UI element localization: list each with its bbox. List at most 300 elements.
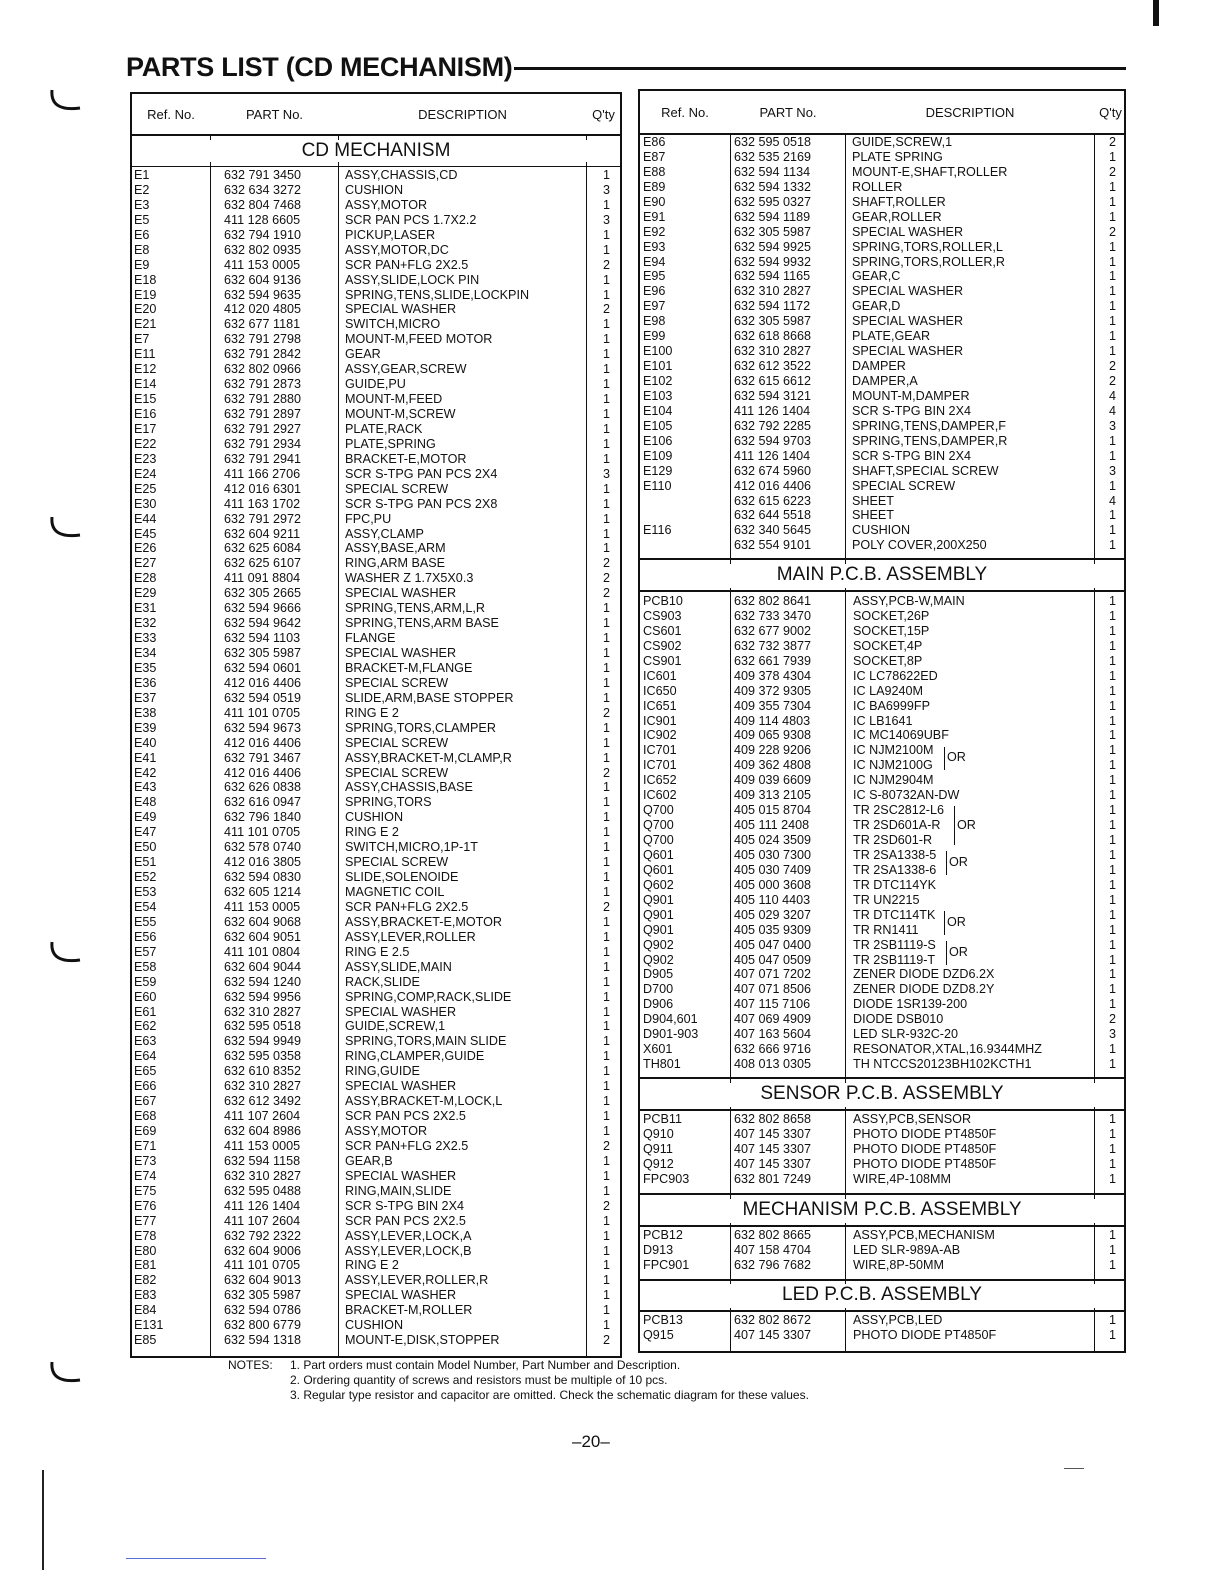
table-row [132,855,620,870]
row-ref: E27 [134,556,157,571]
table-row [640,758,1124,773]
row-part-no: 632 594 0786 [224,1303,302,1318]
table-row [132,317,620,332]
table-row [132,1079,620,1094]
row-part-no: 632 594 1318 [224,1333,302,1348]
row-part-no: 632 594 9703 [734,433,812,448]
row-description: ASSY,PCB,LED [853,1313,943,1327]
row-description: DIODE DSB010 [853,1012,944,1027]
row-part-no: 632 305 5987 [224,1288,302,1303]
table-row [132,1064,620,1079]
table-row [640,165,1124,180]
table-row [132,601,620,616]
row-description: POLY COVER,200X250 [852,538,987,553]
row-qty: 1 [602,332,610,347]
row-qty: 1 [602,197,610,212]
section-title-led-pcb: LED P.C.B. ASSEMBLY [640,1284,1124,1308]
table-row [640,1243,1124,1258]
table-row [132,1005,620,1020]
table-row [132,975,620,990]
row-description: TR DTC114YK [853,877,937,892]
section-rule [640,590,1124,592]
row-description: SPECIAL WASHER [852,224,964,239]
row-ref: E37 [134,690,157,705]
row-part-no: 409 039 6609 [734,773,812,788]
row-part-no: 632 594 9673 [224,720,302,735]
row-part-no: 632 802 0935 [224,242,302,257]
row-part-no: 632 594 1240 [224,974,302,989]
row-description: RING,MAIN,SLIDE [345,1183,452,1198]
row-description: ASSY,LEVER,LOCK,A [345,1228,472,1243]
table-row [640,1142,1124,1157]
row-description: TR 2SB1119-S [853,937,936,952]
row-ref: Q601 [643,847,674,862]
row-qty: 1 [1108,1112,1116,1126]
table-row [640,714,1124,729]
binder-mark-icon [44,940,84,970]
table-row [132,885,620,900]
row-part-no: 412 016 4406 [224,735,302,750]
row-description: IC BA6999FP [853,698,931,713]
row-qty: 1 [1108,1126,1116,1141]
row-qty: 2 [602,765,610,780]
row-part-no: 411 153 0005 [224,899,301,914]
row-ref: D901-903 [643,1027,699,1042]
table-row [132,766,620,781]
table-row [132,1214,620,1229]
row-description: IC NJM2904M [853,773,934,788]
table-row [132,1154,620,1169]
row-qty: 1 [602,1034,610,1049]
row-part-no: 632 310 2827 [734,284,812,299]
row-ref: E80 [134,1243,157,1258]
table-row [132,302,620,317]
row-part-no: 632 615 6223 [734,493,812,508]
row-ref: D906 [643,997,674,1012]
row-part-no: 632 625 6084 [224,541,302,556]
or-label: OR [957,817,976,832]
row-part-no: 632 305 5987 [734,314,812,329]
row-qty: 1 [1108,758,1116,773]
header-ref: Ref. No. [661,104,709,120]
table-row [132,362,620,377]
row-ref: E93 [643,239,666,254]
row-description: SCR PAN PCS 1.7X2.2 [345,212,477,227]
row-qty: 1 [1108,683,1116,698]
row-part-no: 632 661 7939 [734,653,812,668]
row-part-no: 632 677 1181 [224,317,301,332]
row-description: SPRING,TORS,CLAMPER [345,720,496,735]
row-part-no: 632 791 2897 [224,407,302,421]
row-part-no: 632 800 6779 [224,1318,302,1333]
row-description: SWITCH,MICRO,1P-1T [345,840,478,855]
row-description: ROLLER [852,179,903,194]
row-part-no: 632 791 3450 [224,168,302,182]
table-row [640,523,1124,538]
row-description: IC NJM2100M [853,743,934,758]
row-qty: 1 [602,989,610,1004]
row-ref: Q902 [643,952,674,967]
row-part-no: 632 594 9635 [224,287,302,302]
row-qty: 1 [1108,862,1116,877]
row-qty: 1 [1108,523,1116,538]
row-qty: 1 [602,974,610,989]
row-ref: PCB12 [643,1228,683,1242]
row-description: SCR S-TPG BIN 2X4 [852,403,971,418]
section-rule [640,1109,1124,1111]
or-label: OR [949,855,968,870]
row-part-no: 409 378 4304 [734,668,812,683]
row-part-no: 632 801 7249 [734,1171,812,1186]
row-ref: E131 [134,1318,164,1333]
row-description: IC NJM2100G [853,758,933,773]
row-qty: 4 [1108,493,1116,508]
row-part-no: 632 644 5518 [734,508,812,523]
row-ref: FPC903 [643,1171,690,1186]
row-description: PHOTO DIODE PT4850F [853,1126,997,1141]
row-part-no: 407 071 7202 [734,967,812,982]
table-row [640,494,1124,509]
table-row [640,893,1124,908]
row-part-no: 632 674 5960 [734,463,812,478]
row-description: GUIDE,SCREW,1 [852,135,953,149]
table-row [640,150,1124,165]
row-description: PHOTO DIODE PT4850F [853,1141,997,1156]
row-description: LED SLR-989A-AB [853,1242,961,1257]
row-part-no: 632 594 0830 [224,870,302,885]
row-ref: E95 [643,269,666,284]
row-ref: IC650 [643,683,677,698]
row-description: SOCKET,8P [853,653,923,668]
row-part-no: 632 732 3877 [734,638,812,653]
row-description: TR 2SB1119-T [853,952,936,967]
row-ref: E39 [134,720,157,735]
row-ref: D913 [643,1242,674,1257]
row-qty: 1 [602,317,610,332]
row-description: SHAFT,ROLLER [852,194,946,209]
row-qty: 1 [602,631,610,646]
note-item: 3. Regular type resistor and capacitor are omitted. Check the schematic diagram for these values. [290,1388,809,1402]
table-row [132,541,620,556]
row-description: SPRING,TORS,ROLLER,L [852,239,1003,254]
row-qty: 1 [602,944,610,959]
row-ref: Q601 [643,862,674,877]
table-row [132,1169,620,1184]
right-sensor-rows [640,1112,1124,1187]
table-row [132,452,620,467]
row-description: ASSY,LEVER,ROLLER,R [345,1273,489,1288]
row-part-no: 632 594 0601 [224,660,302,675]
section-rule [640,1077,1124,1079]
row-ref: E24 [134,466,157,481]
row-description: RING,GUIDE [345,1064,420,1079]
table-row [640,669,1124,684]
row-qty: 1 [1108,952,1116,967]
row-description: ASSY,MOTOR,DC [345,242,449,257]
row-part-no: 411 107 2604 [224,1109,301,1124]
row-description: SCR S-TPG PAN PCS 2X8 [345,496,498,511]
table-row [640,863,1124,878]
row-qty: 1 [1108,239,1116,254]
row-part-no: 632 791 2880 [224,392,302,407]
row-description: CUSHION [345,810,404,825]
row-description: SPECIAL SCREW [345,765,449,780]
row-description: SCR PAN+FLG 2X2.5 [345,899,469,914]
row-ref: IC652 [643,773,677,788]
row-part-no: 632 802 8658 [734,1112,812,1126]
section-title-mechanism-pcb: MECHANISM P.C.B. ASSEMBLY [640,1199,1124,1223]
row-description: SHEET [852,508,894,523]
row-part-no: 632 305 5987 [734,224,812,239]
row-qty: 2 [602,586,610,601]
row-description: TR 2SD601A-R [853,818,941,833]
row-qty: 1 [1108,818,1116,833]
row-part-no: 405 024 3509 [734,833,812,847]
table-row [132,168,620,183]
row-qty: 1 [1108,149,1116,164]
row-qty: 1 [1108,209,1116,224]
table-row [640,180,1124,195]
row-qty: 1 [1108,728,1116,743]
table-row [132,243,620,258]
section-title-cd-mechanism: CD MECHANISM [132,140,620,162]
table-row [640,803,1124,818]
notes-list [290,1358,809,1403]
row-qty: 1 [602,1049,610,1064]
table-row [132,960,620,975]
row-description: MOUNT-E,DISK,STOPPER [345,1333,500,1348]
row-ref: IC701 [643,743,677,758]
row-qty: 3 [602,182,610,197]
table-row [132,497,620,512]
row-part-no: 411 126 1404 [734,448,811,463]
row-description: SPRING,TENS,DAMPER,R [852,433,1008,448]
row-ref: CS601 [643,623,682,638]
row-part-no: 632 604 9136 [224,272,302,287]
row-description: ASSY,SLIDE,MAIN [345,959,452,974]
table-row [640,359,1124,374]
row-ref: E2 [134,182,150,197]
row-description: MOUNT-E,SHAFT,ROLLER [852,164,1008,179]
row-qty: 1 [602,810,610,825]
row-ref: Q700 [643,803,674,818]
table-header [132,94,620,136]
row-description: GEAR,B [345,1153,393,1168]
row-description: SCR PAN PCS 2X2.5 [345,1109,466,1124]
row-part-no: 412 016 3805 [224,855,302,870]
row-qty: 1 [602,227,610,242]
row-ref: E28 [134,571,157,586]
row-part-no: 632 604 9051 [224,929,302,944]
row-ref: Q901 [643,907,674,922]
row-ref: E75 [134,1183,157,1198]
row-ref: E74 [134,1168,157,1183]
row-qty: 1 [1108,1042,1116,1057]
row-ref: E36 [134,675,157,690]
row-ref: IC902 [643,728,677,743]
row-description: SPECIAL SCREW [345,481,449,496]
row-qty: 1 [1108,1228,1116,1242]
row-part-no: 411 107 2604 [224,1213,301,1228]
note-item: 2. Ordering quantity of screws and resistors must be multiple of 10 pcs. [290,1373,668,1387]
row-ref: E64 [134,1049,157,1064]
row-part-no: 632 791 2934 [224,436,302,451]
row-description: ASSY,MOTOR [345,1124,428,1138]
row-part-no: 632 616 0947 [224,795,302,810]
row-qty: 1 [602,377,610,392]
row-description: PLATE SPRING [852,149,943,164]
row-qty: 3 [1108,1027,1116,1042]
row-part-no: 632 595 0518 [224,1019,302,1034]
table-row [132,736,620,751]
table-row [640,1042,1124,1057]
row-description: ASSY,MOTOR [345,197,428,212]
row-description: ASSY,PCB-W,MAIN [853,594,965,608]
right-cd-rows [640,135,1124,553]
row-qty: 2 [1108,374,1116,388]
table-row [132,1109,620,1124]
row-qty: 1 [602,1288,610,1303]
row-ref: E67 [134,1094,157,1109]
section-rule [640,1193,1124,1195]
row-part-no: 632 604 8986 [224,1124,302,1138]
or-label: OR [947,750,966,765]
row-part-no: 411 163 1702 [224,496,301,511]
row-qty: 1 [1108,299,1116,314]
row-qty: 1 [602,914,610,929]
table-row [132,676,620,691]
table-row [132,900,620,915]
row-description: SOCKET,15P [853,623,930,638]
row-part-no: 407 145 3307 [734,1141,812,1156]
row-qty: 4 [1108,403,1116,418]
row-part-no: 405 015 8704 [734,803,812,818]
row-qty: 1 [602,436,610,451]
row-part-no: 632 594 1165 [734,269,811,284]
left-parts-table [130,92,622,1358]
row-part-no: 632 791 2927 [224,421,302,436]
table-row [640,464,1124,479]
row-part-no: 632 554 9101 [734,538,812,553]
row-ref: E5 [134,212,150,227]
header-part: PART No. [759,104,817,120]
row-part-no: 632 677 9002 [734,623,812,638]
row-ref: Q901 [643,922,674,937]
row-qty: 3 [602,466,610,481]
row-ref: E29 [134,586,157,601]
row-description: SOCKET,26P [853,608,930,623]
row-ref: PCB10 [643,594,683,608]
row-ref: FPC901 [643,1257,690,1272]
row-description: SPRING,TENS,DAMPER,F [852,418,1006,433]
row-ref: PCB11 [643,1112,682,1126]
row-qty: 1 [602,242,610,257]
table-row [132,1258,620,1273]
row-qty: 1 [602,1318,610,1333]
row-description: SPECIAL WASHER [345,1168,457,1183]
row-ref: Q602 [643,877,674,892]
row-ref: E12 [134,362,157,377]
row-ref: E98 [643,314,666,329]
row-part-no: 632 595 0358 [224,1049,302,1064]
row-ref: D905 [643,967,674,982]
row-qty: 1 [602,541,610,556]
table-row [132,512,620,527]
row-qty: 1 [1108,937,1116,952]
row-part-no: 411 166 2706 [224,466,301,481]
table-row [640,938,1124,953]
row-description: SCR PAN PCS 2X2.5 [345,1213,466,1228]
row-description: DAMPER,A [852,374,918,388]
row-part-no: 632 535 2169 [734,149,812,164]
row-qty: 1 [602,511,610,526]
row-qty: 1 [1108,314,1116,329]
row-qty: 1 [1108,1257,1116,1272]
table-row [640,449,1124,464]
row-ref: D700 [643,982,674,997]
row-ref: Q912 [643,1156,674,1171]
table-row [132,616,620,631]
row-description: GUIDE,PU [345,377,406,392]
row-qty: 1 [602,720,610,735]
table-row [640,314,1124,329]
table-row [132,1094,620,1109]
row-ref: E21 [134,317,157,332]
row-part-no: 632 605 1214 [224,885,302,899]
row-qty: 1 [1108,653,1116,668]
section-rule [640,1279,1124,1281]
row-description: CUSHION [345,182,404,197]
row-qty: 1 [1108,1156,1116,1171]
row-ref: E22 [134,436,157,451]
table-row [132,706,620,721]
row-description: SOCKET,4P [853,638,923,653]
row-qty: 1 [602,675,610,690]
row-description: GEAR,C [852,269,901,284]
row-description: TR 2SA1338-6 [853,862,937,877]
row-part-no: 632 594 1332 [734,179,812,194]
row-description: ASSY,GEAR,SCREW [345,362,467,377]
title-row [126,50,1126,86]
section-rule [640,1310,1124,1312]
row-description: BRACKET-M,FLANGE [345,660,473,675]
row-description: ASSY,PCB,SENSOR [853,1112,972,1126]
row-qty: 1 [1108,788,1116,803]
row-part-no: 632 340 5645 [734,523,812,538]
row-description: FPC,PU [345,511,392,526]
row-ref: E19 [134,287,157,302]
right-main-rows [640,594,1124,1072]
section-title-sensor-pcb: SENSOR P.C.B. ASSEMBLY [640,1083,1124,1107]
row-qty: 1 [1108,713,1116,728]
table-row [132,213,620,228]
row-part-no: 632 804 7468 [224,197,302,212]
row-ref: E33 [134,631,157,646]
row-part-no: 411 153 0005 [224,1138,301,1153]
row-ref: E78 [134,1228,157,1243]
row-part-no: 632 578 0740 [224,840,302,855]
row-qty: 1 [1108,433,1116,448]
table-row [132,661,620,676]
header-description: DESCRIPTION [418,106,507,122]
row-description: TR UN2215 [853,892,920,907]
row-qty: 1 [602,421,610,436]
row-part-no: 632 594 9666 [224,601,302,616]
row-ref: E116 [643,523,672,538]
row-ref: E55 [134,914,157,929]
row-part-no: 632 791 2972 [224,511,302,526]
table-row [132,1318,620,1333]
